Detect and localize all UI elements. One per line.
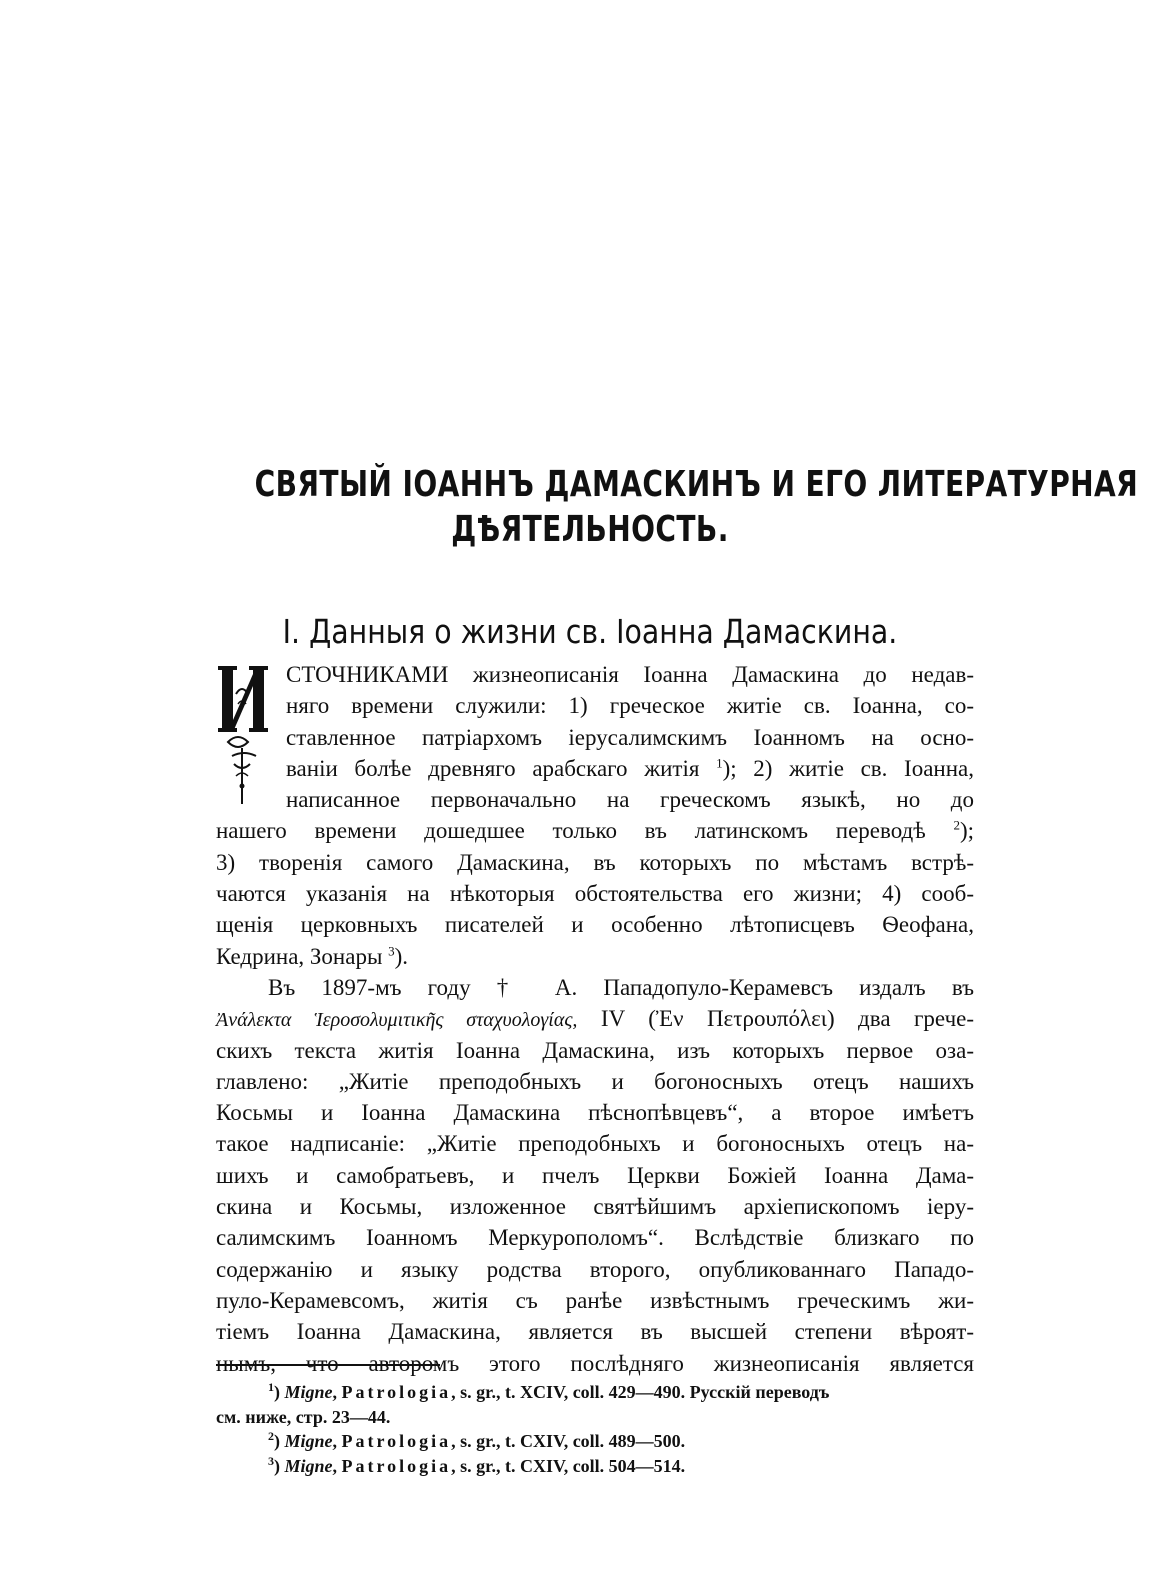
footnote-ref-text: , s. gr., t. CXIV, coll. 504—514. <box>451 1455 686 1476</box>
footnote-3: $^3$) Migne, Patrologia, s. gr., t. CXIV, coll. 504—514. <box>268 1453 686 1476</box>
text-line: салимскимъ Іоанномъ Меркурополомъ“. Вслѣдствіе близкаго по <box>216 1225 974 1251</box>
text-segment: IV (Ἐν Πετρουπόλει) два грече- <box>600 1006 974 1032</box>
text-line: скихъ текста житія Іоанна Дамаскина, изъ которыхъ первое оза- <box>216 1037 974 1063</box>
text-line: такое надписаніе: „Житіе преподобныхъ и богоносныхъ отецъ на- <box>216 1131 974 1157</box>
text-line: ставленное патріархомъ іерусалимскимъ Іоанномъ на осно- <box>286 724 974 750</box>
footnote-author: Migne <box>284 1431 333 1451</box>
text-line <box>216 941 974 972</box>
text-line: шихъ и самобратьевъ, и пчелъ Церкви Божіей Іоанна Дама- <box>216 1162 974 1188</box>
footnote-ref: 1 <box>716 755 723 771</box>
footnote-author: Migne <box>284 1382 333 1402</box>
text-line: Въ 1897-мъ году † А. Пападопуло-Керамевсъ издалъ въ <box>268 974 974 1000</box>
footnote-marker: 1 <box>268 1380 274 1394</box>
greek-title: Ἀνάλεκτα Ἱεροσολυμιτικῆς σταχυολογίας, <box>216 1009 578 1032</box>
text-segment: Кедрина, Зонары <box>216 943 383 969</box>
text-line: главлено: „Житіе преподобныхъ и богоносныхъ отецъ нашихъ <box>216 1068 974 1094</box>
text-line <box>216 753 974 784</box>
footnote-ref-text: , s. gr., t. CXIV, coll. 489—500. <box>451 1431 686 1451</box>
text-line: щенія церковныхъ писателей и особенно лѣтописцевъ Ѳеофана, <box>216 912 974 938</box>
footnote-ref: 2 <box>953 817 960 833</box>
text-line <box>216 815 974 846</box>
footnote-work: Patrologia <box>341 1382 452 1402</box>
text-segment: нашего времени дошедшее только въ латинскомъ переводѣ <box>216 818 926 844</box>
text-line: СТОЧНИКАМИ жизнеописанія Іоанна Дамаскина до недав- <box>286 662 974 687</box>
text-line: содержанію и языку родства второго, опубликованнаго Пападо- <box>216 1256 974 1282</box>
section-heading: І. Данныя о жизни св. Іоанна Дамаскина. <box>282 612 898 651</box>
text-segment: ваніи болѣе древняго арабскаго житія <box>286 755 700 781</box>
footnote-1-continued: см. ниже, стр. 23—44. <box>216 1406 391 1427</box>
footnote-ref: 3 <box>388 943 395 959</box>
footnote-ref-text: , s. gr., t. XCIV, coll. 429—490. Русскій переводъ <box>451 1382 830 1402</box>
title-line-2: ДѢЯТЕЛЬНОСТЬ. <box>451 509 729 550</box>
text-line: тіемъ Іоанна Дамаскина, является въ высшей степени вѣроят- <box>216 1319 974 1345</box>
footnote-1: $^1$) Migne, Patrologia, s. gr., t. XCIV, coll. 429—490. Русскій переводъ <box>268 1380 830 1402</box>
footnote-work: Patrologia <box>341 1455 452 1476</box>
text-line: скина и Косьмы, изложенное святѣйшимъ архіепископомъ іеру- <box>216 1194 974 1220</box>
footnote-work: Patrologia <box>341 1431 452 1451</box>
text-line: чаются указанія на нѣкоторыя обстоятельства его жизни; 4) сооб- <box>216 881 974 907</box>
body-text <box>216 659 974 1379</box>
footnote-author: Migne <box>284 1455 333 1476</box>
text-segment: ); <box>959 818 974 844</box>
footnotes <box>216 1380 974 1478</box>
text-line: нымъ, что авторомъ этого послѣдняго жизнеописанія является <box>216 1350 974 1376</box>
title-line-1: СВЯТЫЙ ІОАННЪ ДАМАСКИНЪ И ЕГО ЛИТЕРАТУРНАЯ <box>254 464 1139 505</box>
footnote-divider <box>216 1364 440 1366</box>
text-line: 3) творенія самого Дамаскина, въ которыхъ по мѣстамъ встрѣ- <box>216 849 974 875</box>
footnote-2: $^2$) Migne, Patrologia, s. gr., t. CXIV, coll. 489—500. <box>268 1429 686 1451</box>
text-line: написанное первоначально на греческомъ языкѣ, но до <box>286 787 974 813</box>
article-title <box>254 462 1139 552</box>
footnote-marker: 3 <box>268 1453 274 1468</box>
text-segment: ); 2) житіе св. Іоанна, <box>722 755 975 781</box>
text-line: няго времени служили: 1) греческое житіе св. Іоанна, со- <box>286 693 974 719</box>
text-line: пуло-Керамевсомъ, житія съ ранѣе извѣстнымъ греческимъ жи- <box>216 1287 974 1313</box>
footnote-marker: 2 <box>268 1429 274 1443</box>
text-line: Косьмы и Іоанна Дамаскина пѣснопѣвцевъ“, а второе имѣетъ <box>216 1100 974 1126</box>
text-segment: ). <box>394 943 409 969</box>
text-line <box>216 1003 974 1034</box>
